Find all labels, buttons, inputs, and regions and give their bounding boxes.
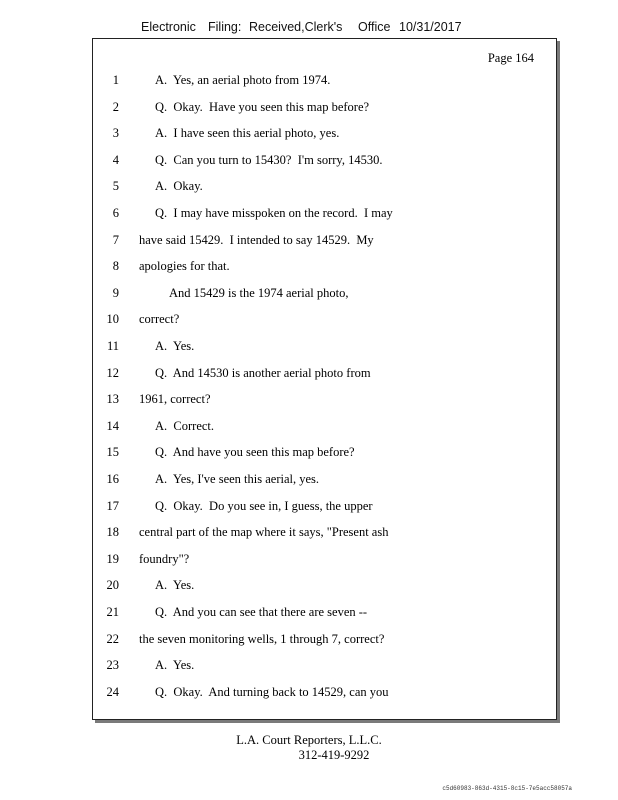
line-number: 22 [106,631,119,646]
transcript-line [93,578,556,596]
transcript-line [93,286,556,304]
header-received: Received,Clerk's [249,20,343,34]
line-number: 12 [106,365,119,380]
line-number: 6 [112,206,119,220]
line-text: foundry"? [139,551,190,566]
transcript-line [93,206,556,224]
document-hash: c5d60983-863d-4315-8c15-7e5acc58057a [442,785,572,792]
header-filing: Filing: [208,20,242,34]
line-text: Q. And have you seen this map before? [155,445,355,460]
transcript-line [93,73,556,91]
footer-company: L.A. Court Reporters, L.L.C. [236,733,382,747]
line-number: 9 [112,285,119,300]
line-number: 15 [106,445,119,460]
transcript-line [93,445,556,463]
transcript-line [93,658,556,676]
transcript-line [93,312,556,330]
transcript-line [93,366,556,384]
transcript-line [93,126,556,144]
line-text: Q. Okay. Do you see in, I guess, the upper [155,498,373,513]
line-number: 16 [106,472,119,486]
line-text: Q. And you can see that there are seven -- [155,605,368,619]
line-number: 17 [106,498,119,513]
line-number: 13 [106,392,119,407]
line-number: 23 [106,658,119,673]
line-text: A. I have seen this aerial photo, yes. [155,126,340,141]
line-number: 10 [106,312,119,327]
transcript-line [93,339,556,357]
line-text: Q. Can you turn to 15430? I'm sorry, 14530. [155,152,383,167]
page-number: Page 164 [487,51,534,65]
transcript-line [93,392,556,410]
line-text: 1961, correct? [139,392,211,407]
line-number: 18 [106,525,119,540]
transcript-page [92,38,557,720]
line-text: A. Yes. [155,578,195,593]
line-number: 8 [112,259,119,274]
transcript-line [93,472,556,490]
footer-phone: 312-419-9292 [298,748,370,762]
line-text: And 15429 is the 1974 aerial photo, [169,285,349,300]
line-number: 4 [112,152,119,167]
transcript-line [93,153,556,171]
header-electronic: Electronic [141,20,196,34]
transcript-line [93,632,556,650]
line-number: 19 [106,551,119,566]
line-number: 21 [106,605,119,619]
header-date: 10/31/2017 [399,20,462,34]
transcript-line [93,605,556,623]
transcript-line [93,419,556,437]
line-number: 1 [112,73,119,87]
filing-header [0,20,618,38]
line-text: have said 15429. I intended to say 14529. My [139,232,374,247]
transcript-line [93,525,556,543]
line-number: 3 [112,126,119,141]
transcript-line [93,259,556,277]
line-text: Q. Okay. Have you seen this map before? [155,99,370,114]
header-office: Office [358,20,391,34]
line-text: A. Yes, I've seen this aerial, yes. [155,472,320,486]
line-text: A. Okay. [155,179,203,194]
line-text: Q. And 14530 is another aerial photo from [155,365,371,380]
transcript-line [93,685,556,703]
transcript-line [93,179,556,197]
line-number: 2 [112,99,119,114]
transcript-line [93,233,556,251]
line-number: 24 [106,684,119,699]
transcript-line [93,552,556,570]
line-number: 7 [112,232,119,247]
line-number: 14 [106,418,119,433]
transcript-line [93,499,556,517]
line-text: A. Yes. [155,339,195,353]
transcript-line [93,100,556,118]
line-text: central part of the map where it says, "Present ash [139,525,389,540]
line-text: A. Correct. [155,418,215,433]
line-number: 5 [112,179,119,194]
line-number: 11 [106,339,119,353]
line-text: Q. Okay. And turning back to 14529, can you [155,684,389,699]
line-number: 20 [106,578,119,593]
line-text: correct? [139,312,180,327]
line-text: the seven monitoring wells, 1 through 7, correct? [139,631,385,646]
line-text: A. Yes, an aerial photo from 1974. [155,73,331,87]
line-text: A. Yes. [155,658,195,673]
line-text: Q. I may have misspoken on the record. I may [155,206,393,220]
line-text: apologies for that. [139,259,230,274]
